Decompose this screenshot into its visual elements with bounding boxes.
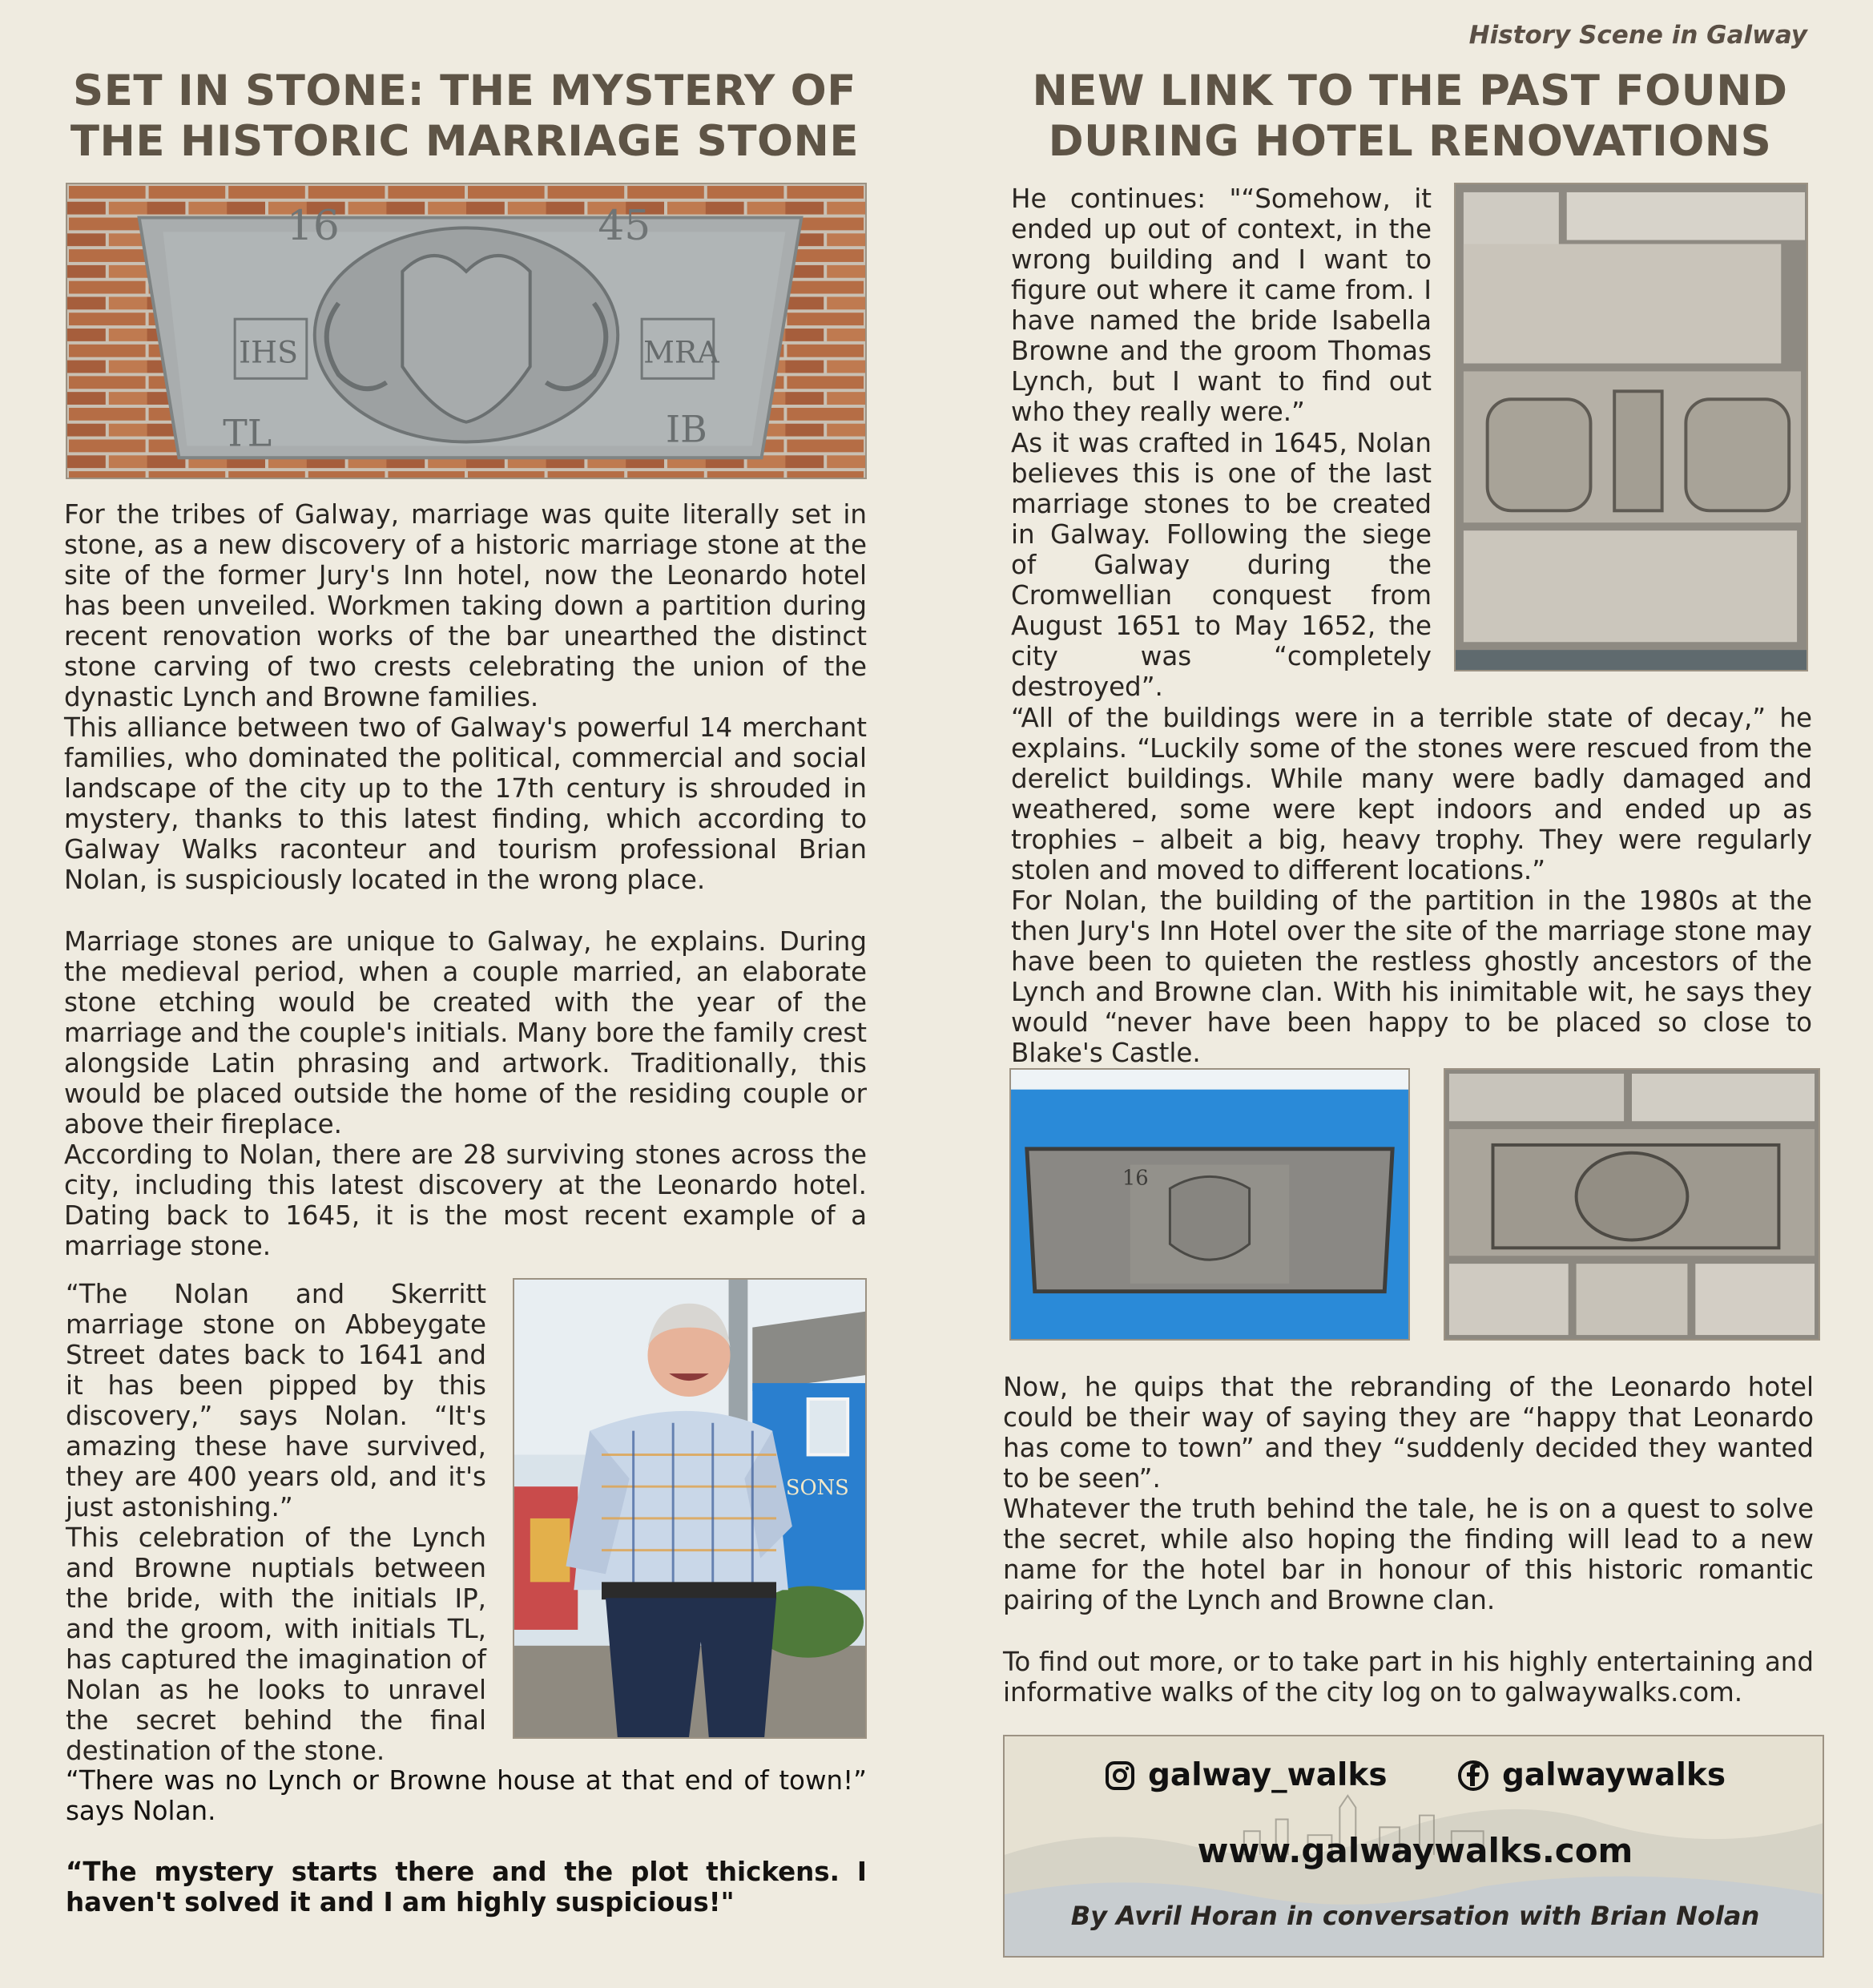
stone-year-right: 45 [598, 202, 651, 251]
left-paragraph-1: For the tribes of Galway, marriage was quite literally set in stone, as a new discovery of a historic marriage stone at the site of the former Jury's Inn hotel, now the Leonardo hotel has been unveiled. Workmen taking down a partition during recent renovation works of the bar unearthed the distinct stone carving of two crests celebrating the union of the dynastic Lynch and Browne families. [64, 499, 867, 712]
left-paragraph-3: Marriage stones are unique to Galway, he explains. During the medieval period, when a couple married, an elaborate stone etching would be created with the year of the marriage and the couple's initials. Many bore the family crest alongside Latin phrasing and artwork. Traditionally, this would be placed outside the home of the residing couple or above their fireplace. [64, 926, 867, 1139]
svg-text:16: 16 [1122, 1166, 1149, 1191]
right-mid-paragraph-2: For Nolan, the building of the partition in the 1980s at the then Jury's Inn Hotel over the site of the marriage stone may have been to quieten the restless ghostly ancestors of the Lynch and Browne clan. With his inimitable wit, he says they would “never have been happy to be placed so close to Blake's Castle. [1011, 885, 1812, 1068]
byline: By Avril Horan in conversation with Brian Nolan [1070, 1901, 1760, 1931]
left-side-paragraph-1: “The Nolan and Skerritt marriage stone on Abbeygate Street dates back to 1641 and it has been pipped by this discovery,” says Nolan. “It's amazing these have survived, they are 400 years old, and it's just astonishing.” [66, 1279, 486, 1522]
stone-wall-photo [1454, 183, 1808, 671]
grey-wall-stone-photo [1444, 1068, 1820, 1341]
right-top-paragraph-2: As it was crafted in 1645, Nolan believes this is one of the last marriage stones to be created in Galway. Following the siege of Galway during the Cromwellian conquest from August 1651 to May 1652, the city was “completely destroyed”. [1011, 428, 1432, 702]
right-bottom-paragraph-2: Whatever the truth behind the tale, he is on a quest to solve the secret, while also hoping the finding will lead to a new name for the hotel bar in honour of this historic romantic pairing of the Lynch and Browne clan. [1003, 1494, 1814, 1615]
facebook-icon[interactable] [1457, 1760, 1489, 1792]
right-bottom-paragraph-3: To find out more, or to take part in his highly entertaining and informative walks of the city log on to galwaywalks.com. [1003, 1647, 1814, 1708]
stone-bottom-left: TL [223, 412, 272, 455]
section-label: History Scene in Galway [1468, 21, 1807, 50]
stone-bottom-right: IB [666, 408, 707, 451]
stone-year-left: 16 [286, 202, 340, 251]
right-headline: NEW LINK TO THE PAST FOUND DURING HOTEL RENOVATIONS [1032, 67, 1788, 166]
brian-nolan-photo [513, 1278, 867, 1739]
left-side-paragraph-2: This celebration of the Lynch and Browne nuptials between the bride, with the initials IP, and the groom, with initials TL, has captured the imagination of Nolan as he looks to unravel the secret behind the final destination of the stone. [66, 1522, 486, 1766]
website-link[interactable]: www.galwaywalks.com [1197, 1831, 1633, 1870]
stone-initials-left: IHS [239, 334, 299, 370]
facebook-handle[interactable]: galwaywalks [1502, 1757, 1726, 1793]
right-bottom-paragraph-1: Now, he quips that the rebranding of the Leonardo hotel could be their way of saying they are “happy that Leonardo has come to town” and they “suddenly decided they wanted to be seen”. [1003, 1372, 1814, 1494]
instagram-icon[interactable] [1105, 1760, 1135, 1791]
left-headline: SET IN STONE: THE MYSTERY OF THE HISTORIC MARRIAGE STONE [70, 67, 860, 166]
quote-one: “There was no Lynch or Browne house at that end of town!” says Nolan. [66, 1765, 867, 1826]
marriage-stone-photo [66, 183, 867, 479]
left-paragraph-2: This alliance between two of Galway's powerful 14 merchant families, who dominated the political, commercial and social landscape of the city up to the 17th century is shrouded in mystery, thanks to this latest finding, which according to Galway Walks raconteur and tourism professional Brian Nolan, is suspiciously located in the wrong place. [64, 712, 867, 895]
left-paragraph-4: According to Nolan, there are 28 surviving stones across the city, including this latest discovery at the Leonardo hotel. Dating back to 1645, it is the most recent example of a marriage stone. [64, 1139, 867, 1261]
blue-wall-stone-photo [1009, 1068, 1410, 1341]
promo-banner [1003, 1735, 1824, 1958]
shop-sign-text: SONS [785, 1476, 849, 1501]
stone-initials-right: MRA [643, 334, 719, 370]
right-top-paragraph-1: He continues: "“Somehow, it ended up out of context, in the wrong building and I want to figure out where it came from. I have named the bride Isabella Browne and the groom Thomas Lynch, but I want to find out who they really were.” [1011, 183, 1432, 427]
quote-two: “The mystery starts there and the plot thickens. I haven't solved it and I am highly suspicious!" [66, 1857, 867, 1917]
right-mid-paragraph-1: “All of the buildings were in a terrible state of decay,” he explains. “Luckily some of the stones were rescued from the derelict buildings. While many were badly damaged and weathered, some were kept indoors and ended up as trophies – albeit a big, heavy trophy. They were regularly stolen and moved to different locations.” [1011, 703, 1812, 885]
instagram-handle[interactable]: galway_walks [1148, 1757, 1388, 1793]
